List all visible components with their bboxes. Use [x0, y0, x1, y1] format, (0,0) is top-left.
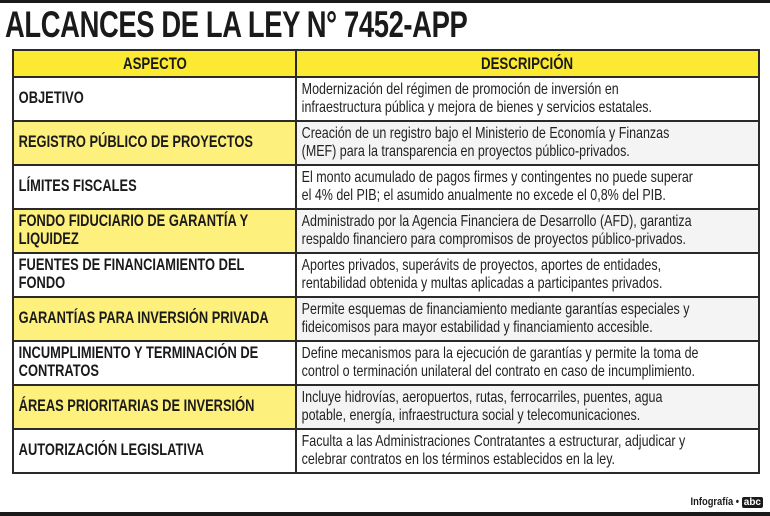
description-cell: [296, 429, 759, 473]
description-cell: [296, 209, 759, 253]
description-cell: [296, 165, 759, 209]
description-cell: [296, 121, 759, 165]
description-text: fideicomisos para mayor estabilidad y financiamiento accesible.: [301, 319, 653, 336]
aspect-cell: [13, 165, 296, 209]
description-text: Modernización del régimen de promoción de inversión en: [301, 81, 619, 98]
description-text: Aportes privados, superávits de proyectos, aportes de entidades,: [301, 257, 662, 274]
description-text: Faculta a las Administraciones Contratantes a estructurar, adjudicar y: [301, 433, 686, 450]
column-header-aspect: ASPECTO: [13, 50, 296, 77]
aspect-cell: [13, 429, 296, 473]
description-text: control o terminación unilateral del contrato en caso de incumplimiento.: [301, 363, 696, 380]
description-text: potable, energía, infraestructura social y telecomunicaciones.: [301, 407, 641, 424]
table-row: [13, 121, 759, 165]
credit-label: Infografía •: [690, 496, 739, 508]
aspect-text: CONTRATOS: [18, 362, 100, 380]
description-cell: [296, 77, 759, 121]
bottom-rule: [0, 512, 770, 516]
description-cell: [296, 297, 759, 341]
aspect-text: AUTORIZACIÓN LEGISLATIVA: [18, 441, 204, 459]
aspect-cell: [13, 121, 296, 165]
aspect-text: FONDO FIDUCIARIO DE GARANTÍA Y: [18, 212, 249, 230]
description-text: infraestructura pública y mejora de bienes y servicios estatales.: [301, 99, 652, 116]
aspect-cell: [13, 253, 296, 297]
aspect-text: FONDO: [18, 274, 66, 292]
description-cell: [296, 341, 759, 385]
description-text: Administrado por la Agencia Financiera de Desarrollo (AFD), garantiza: [301, 213, 692, 230]
aspect-text: OBJETIVO: [18, 89, 84, 107]
aspect-text: LIQUIDEZ: [18, 230, 79, 248]
table-row: [13, 165, 759, 209]
aspect-text: FUENTES DE FINANCIAMIENTO DEL: [18, 256, 245, 274]
aspect-cell: [13, 209, 296, 253]
top-rule: [0, 0, 770, 3]
aspect-text: INCUMPLIMIENTO Y TERMINACIÓN DE: [18, 344, 259, 362]
aspect-cell: [13, 385, 296, 429]
description-text: rentabilidad obtenida y multas aplicadas a participantes privados.: [301, 275, 663, 292]
scope-table: [12, 49, 760, 474]
description-cell: [296, 253, 759, 297]
aspect-cell: [13, 77, 296, 121]
table-row: [13, 209, 759, 253]
table-header-row: [13, 50, 759, 77]
description-text: Incluye hidrovías, aeropuertos, rutas, ferrocarriles, puentes, agua: [301, 389, 663, 406]
table-row: [13, 429, 759, 473]
description-text: celebrar contratos en los términos establecidos en la ley.: [301, 451, 615, 468]
credit-footer: [682, 495, 763, 509]
aspect-text: GARANTÍAS PARA INVERSIÓN PRIVADA: [18, 309, 269, 327]
description-text: Creación de un registro bajo el Ministerio de Economía y Finanzas: [301, 125, 670, 142]
description-text: el 4% del PIB; el asumido anualmente no excede el 0,8% del PIB.: [301, 187, 666, 204]
table-row: [13, 385, 759, 429]
description-text: Permite esquemas de financiamiento mediante garantías especiales y: [301, 301, 690, 318]
aspect-text: REGISTRO PÚBLICO DE PROYECTOS: [18, 133, 253, 151]
abc-logo: abc: [743, 496, 761, 508]
table-row: [13, 253, 759, 297]
description-text: Define mecanismos para la ejecución de garantías y permite la toma de: [301, 345, 699, 362]
table-row: [13, 77, 759, 121]
aspect-text: ÁREAS PRIORITARIAS DE INVERSIÓN: [18, 397, 255, 415]
page-title: ALCANCES DE LA LEY N° 7452-APP: [5, 4, 468, 45]
aspect-cell: [13, 297, 296, 341]
table-row: [13, 341, 759, 385]
description-text: (MEF) para la transparencia en proyectos público-privados.: [301, 143, 630, 160]
aspect-text: LÍMITES FISCALES: [18, 177, 137, 195]
description-cell: [296, 385, 759, 429]
table-row: [13, 297, 759, 341]
aspect-cell: [13, 341, 296, 385]
description-text: El monto acumulado de pagos firmes y contingentes no puede superar: [301, 169, 693, 186]
column-header-description: DESCRIPCIÓN: [296, 50, 759, 77]
description-text: respaldo financiero para compromisos de proyectos público-privados.: [301, 231, 686, 248]
